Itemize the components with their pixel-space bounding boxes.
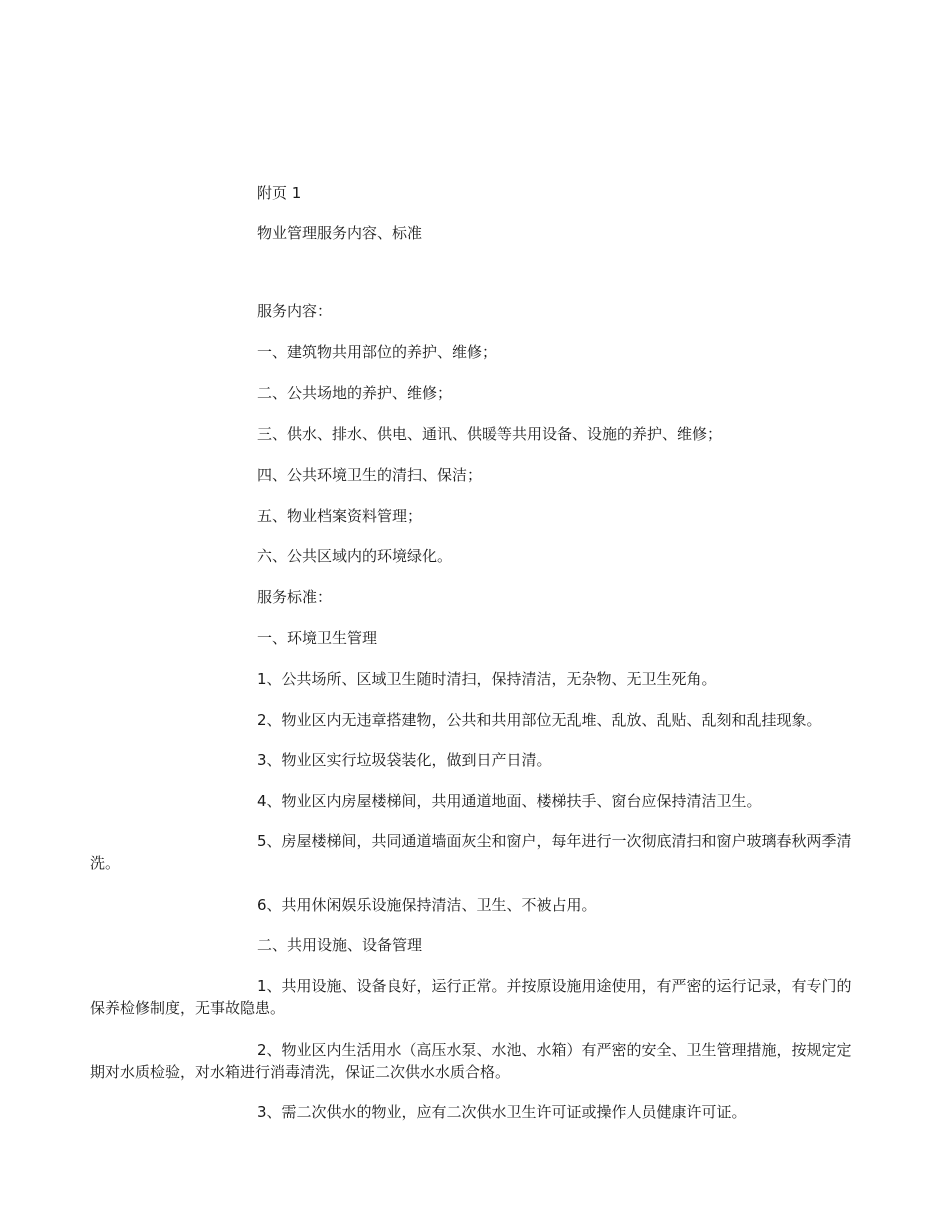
standard-item: 1、共用设施、设备良好，运行正常。并按原设施用途使用，有严密的运行记录，有专门的保养检修制度，无事故隐患。 [90, 977, 852, 1017]
service-content-item: 一、建筑物共用部位的养护、维修； [257, 343, 498, 361]
standard-item: 2、物业区内生活用水（高压水泵、水池、水箱）有严密的安全、卫生管理措施，按规定定期对水质检验，对水箱进行消毒清洗，保证二次供水水质合格。 [90, 1041, 852, 1081]
standard-item: 4、物业区内房屋楼梯间，共用通道地面、楼梯扶手、窗台应保持清洁卫生。 [257, 792, 762, 810]
standard-item: 6、共用休闲娱乐设施保持清洁、卫生、不被占用。 [257, 896, 597, 914]
document-title: 物业管理服务内容、标准 [257, 224, 423, 242]
service-content-item: 四、公共环境卫生的清扫、保洁； [257, 466, 483, 484]
service-standard-heading: 服务标准： [257, 588, 333, 606]
service-content-item: 六、公共区域内的环境绿化。 [257, 547, 453, 565]
service-content-item: 五、物业档案资料管理； [257, 507, 423, 525]
standard-item: 2、物业区内无违章搭建物，公共和共用部位无乱堆、乱放、乱贴、乱刻和乱挂现象。 [257, 711, 822, 729]
standard-item: 3、物业区实行垃圾袋装化，做到日产日清。 [257, 751, 552, 769]
section-heading: 一、环境卫生管理 [257, 629, 378, 647]
standard-item: 3、需二次供水的物业，应有二次供水卫生许可证或操作人员健康许可证。 [257, 1103, 747, 1121]
service-content-heading: 服务内容： [257, 302, 333, 320]
section-heading: 二、共用设施、设备管理 [257, 936, 423, 954]
service-content-item: 二、公共场地的养护、维修； [257, 384, 453, 402]
standard-item: 5、房屋楼梯间，共同通道墙面灰尘和窗户，每年进行一次彻底清扫和窗户玻璃春秋两季清洗。 [90, 832, 852, 872]
standard-item: 1、公共场所、区域卫生随时清扫，保持清洁，无杂物、无卫生死角。 [257, 670, 717, 688]
service-content-item: 三、供水、排水、供电、通讯、供暖等共用设备、设施的养护、维修； [257, 425, 723, 443]
appendix-label: 附页 1 [257, 184, 302, 202]
